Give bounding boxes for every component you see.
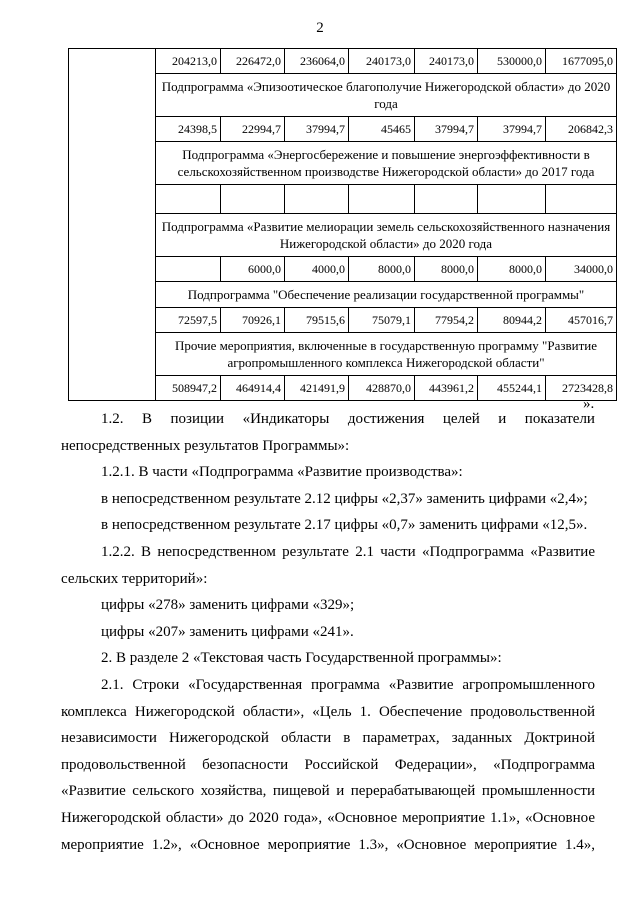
p1-word-7: показатели bbox=[524, 411, 595, 427]
year-value-cell: 204213,0 bbox=[156, 49, 221, 74]
table-label-cell bbox=[69, 49, 156, 401]
paragraph-result-2-17: в непосредственном результате 2.17 цифры «0,7» заменить цифрами «12,5». bbox=[101, 517, 588, 534]
paragraph-1-2 bbox=[61, 406, 595, 433]
paragraph-1-2-2: 1.2.2. В непосредственном результате 2.1 части «Подпрограмма «Развитие сельских территорий»: bbox=[61, 543, 595, 587]
subprogram-title-cell: Подпрограмма «Эпизоотическое благополучие Нижегородской области» до 2020 года bbox=[156, 74, 617, 117]
year-value-cell: 24398,5 bbox=[156, 117, 221, 142]
year-value-cell: 530000,0 bbox=[478, 49, 546, 74]
paragraph-1-2-number: 1.2. bbox=[101, 411, 124, 427]
closing-quote-mark: ». bbox=[583, 396, 595, 412]
total-value-cell: 1677095,0 bbox=[546, 49, 617, 74]
year-value-cell bbox=[221, 185, 285, 214]
year-value-cell bbox=[415, 185, 478, 214]
year-value-cell: 79515,6 bbox=[285, 308, 349, 333]
year-value-cell: 75079,1 bbox=[349, 308, 415, 333]
year-value-cell bbox=[478, 185, 546, 214]
year-value-cell: 37994,7 bbox=[415, 117, 478, 142]
year-value-cell bbox=[349, 185, 415, 214]
subprogram-title-cell: Подпрограмма «Энергосбережение и повышение энергоэффективности в сельскохозяйственном производстве Нижегородской области» до 2017 года bbox=[156, 142, 617, 185]
subprogram-title-cell: Подпрограмма «Развитие мелиорации земель сельскохозяйственного назначения Нижегородской области» до 2020 года bbox=[156, 214, 617, 257]
total-value-cell bbox=[546, 185, 617, 214]
p1-word-1: В bbox=[142, 411, 153, 427]
p1-word-2: позиции bbox=[170, 411, 225, 427]
year-value-cell: 428870,0 bbox=[349, 376, 415, 401]
total-value-cell: 457016,7 bbox=[546, 308, 617, 333]
year-value-cell: 8000,0 bbox=[415, 257, 478, 282]
year-value-cell: 6000,0 bbox=[221, 257, 285, 282]
paragraph-figures-207: цифры «207» заменить цифрами «241». bbox=[101, 623, 354, 640]
year-value-cell: 72597,5 bbox=[156, 308, 221, 333]
paragraph-section-2: 2. В разделе 2 «Текстовая часть Государственной программы»: bbox=[101, 650, 502, 667]
subprogram-title-cell: Прочие мероприятия, включенные в государственную программу "Развитие агропромышленного комплекса Нижегородской области" bbox=[156, 333, 617, 376]
year-value-cell bbox=[156, 185, 221, 214]
p1-word-6: и bbox=[498, 411, 507, 427]
year-value-cell: 37994,7 bbox=[285, 117, 349, 142]
budget-table bbox=[68, 48, 617, 401]
year-value-cell: 421491,9 bbox=[285, 376, 349, 401]
year-value-cell: 77954,2 bbox=[415, 308, 478, 333]
paragraph-1-2-line-2: непосредственных результатов Программы»: bbox=[61, 437, 350, 454]
paragraph-1-2-1: 1.2.1. В части «Подпрограмма «Развитие производства»: bbox=[101, 464, 463, 481]
subprogram-title-cell: Подпрограмма "Обеспечение реализации государственной программы" bbox=[156, 282, 617, 308]
year-value-cell bbox=[285, 185, 349, 214]
year-value-cell: 226472,0 bbox=[221, 49, 285, 74]
year-value-cell: 45465 bbox=[349, 117, 415, 142]
year-value-cell: 240173,0 bbox=[349, 49, 415, 74]
p1-word-5: целей bbox=[442, 411, 480, 427]
year-value-cell: 455244,1 bbox=[478, 376, 546, 401]
total-value-cell: 206842,3 bbox=[546, 117, 617, 142]
year-value-cell: 240173,0 bbox=[415, 49, 478, 74]
paragraph-result-2-12: в непосредственном результате 2.12 цифры «2,37» заменить цифрами «2,4»; bbox=[101, 490, 588, 507]
year-value-cell: 464914,4 bbox=[221, 376, 285, 401]
p1-word-4: достижения bbox=[347, 411, 425, 427]
table-number-row bbox=[69, 49, 617, 74]
total-value-cell: 2723428,8 bbox=[546, 376, 617, 401]
body-text bbox=[61, 406, 595, 858]
year-value-cell: 70926,1 bbox=[221, 308, 285, 333]
year-value-cell: 236064,0 bbox=[285, 49, 349, 74]
p1-word-3: «Индикаторы bbox=[242, 411, 330, 427]
year-value-cell: 22994,7 bbox=[221, 117, 285, 142]
year-value-cell: 4000,0 bbox=[285, 257, 349, 282]
year-value-cell: 8000,0 bbox=[349, 257, 415, 282]
year-value-cell: 443961,2 bbox=[415, 376, 478, 401]
year-value-cell bbox=[156, 257, 221, 282]
year-value-cell: 37994,7 bbox=[478, 117, 546, 142]
year-value-cell: 80944,2 bbox=[478, 308, 546, 333]
paragraph-figures-278: цифры «278» заменить цифрами «329»; bbox=[101, 597, 355, 614]
total-value-cell: 34000,0 bbox=[546, 257, 617, 282]
year-value-cell: 8000,0 bbox=[478, 257, 546, 282]
year-value-cell: 508947,2 bbox=[156, 376, 221, 401]
paragraph-2-1: 2.1. Строки «Государственная программа «Развитие агропромышленного комплекса Нижегородской области», «Цель 1. Обеспечение продовольственной независимости Нижегородской области в параметрах, заданных Доктриной продовольственной безопасности Российской Федерации», «Подпрограмма «Развитие сельского хозяйства, пищевой и перерабатывающей промышленности Нижегородской области» до 2020 года», «Основное мероприятие 1.1», «Основное мероприятие 1.2», «Основное мероприятие 1.3», «Основное мероприятие 1.4», bbox=[61, 676, 595, 853]
page-number: 2 bbox=[316, 20, 324, 36]
